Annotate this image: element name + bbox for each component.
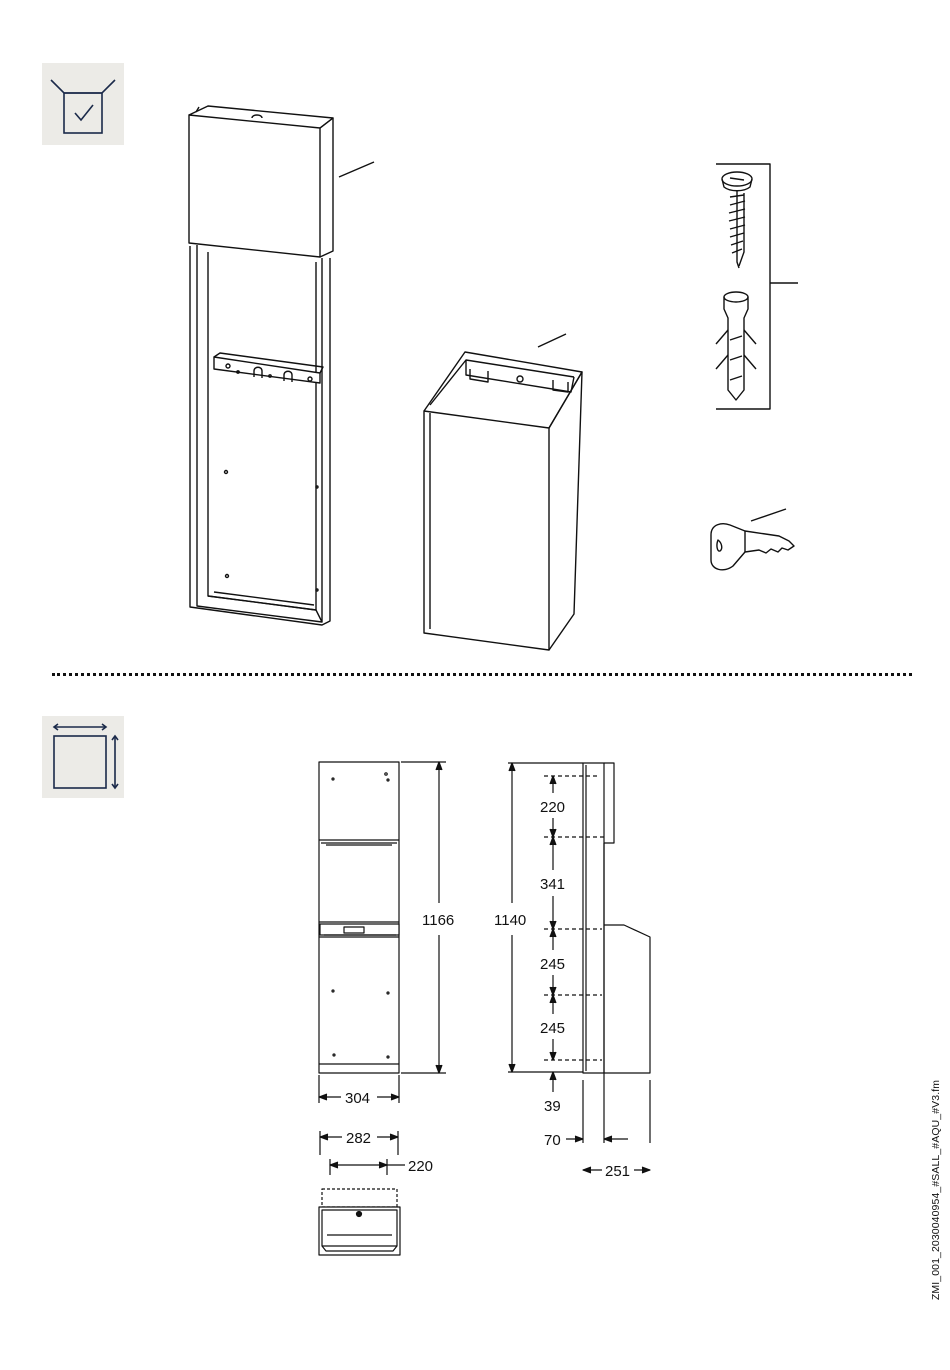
dim-segment-1: 220 (540, 799, 566, 816)
recessed-housing-illustration (189, 106, 374, 625)
dim-wall-offset: 70 (544, 1132, 561, 1149)
dim-top-outer-width: 282 (346, 1130, 372, 1147)
dim-segment-2: 341 (540, 876, 566, 893)
dim-segment-3: 245 (540, 956, 566, 973)
side-view-drawing (508, 763, 650, 1173)
dim-segment-4: 245 (540, 1020, 566, 1037)
front-view-drawing (319, 762, 446, 1103)
waste-bin-illustration (424, 334, 582, 650)
dim-depth: 251 (605, 1163, 631, 1180)
dim-top-inner-width: 220 (408, 1158, 434, 1175)
dim-front-height: 1166 (422, 912, 455, 929)
dim-front-width: 304 (345, 1090, 371, 1107)
file-reference: ZMI_001_2030040954_#SALL_#AQU_#V3.fm (930, 1079, 942, 1301)
dim-side-height: 1140 (494, 912, 527, 929)
key-illustration (711, 509, 794, 570)
dim-bottom-offset: 39 (544, 1098, 561, 1115)
screw-and-plug-illustration (716, 164, 798, 409)
top-view-drawing (319, 1131, 405, 1255)
